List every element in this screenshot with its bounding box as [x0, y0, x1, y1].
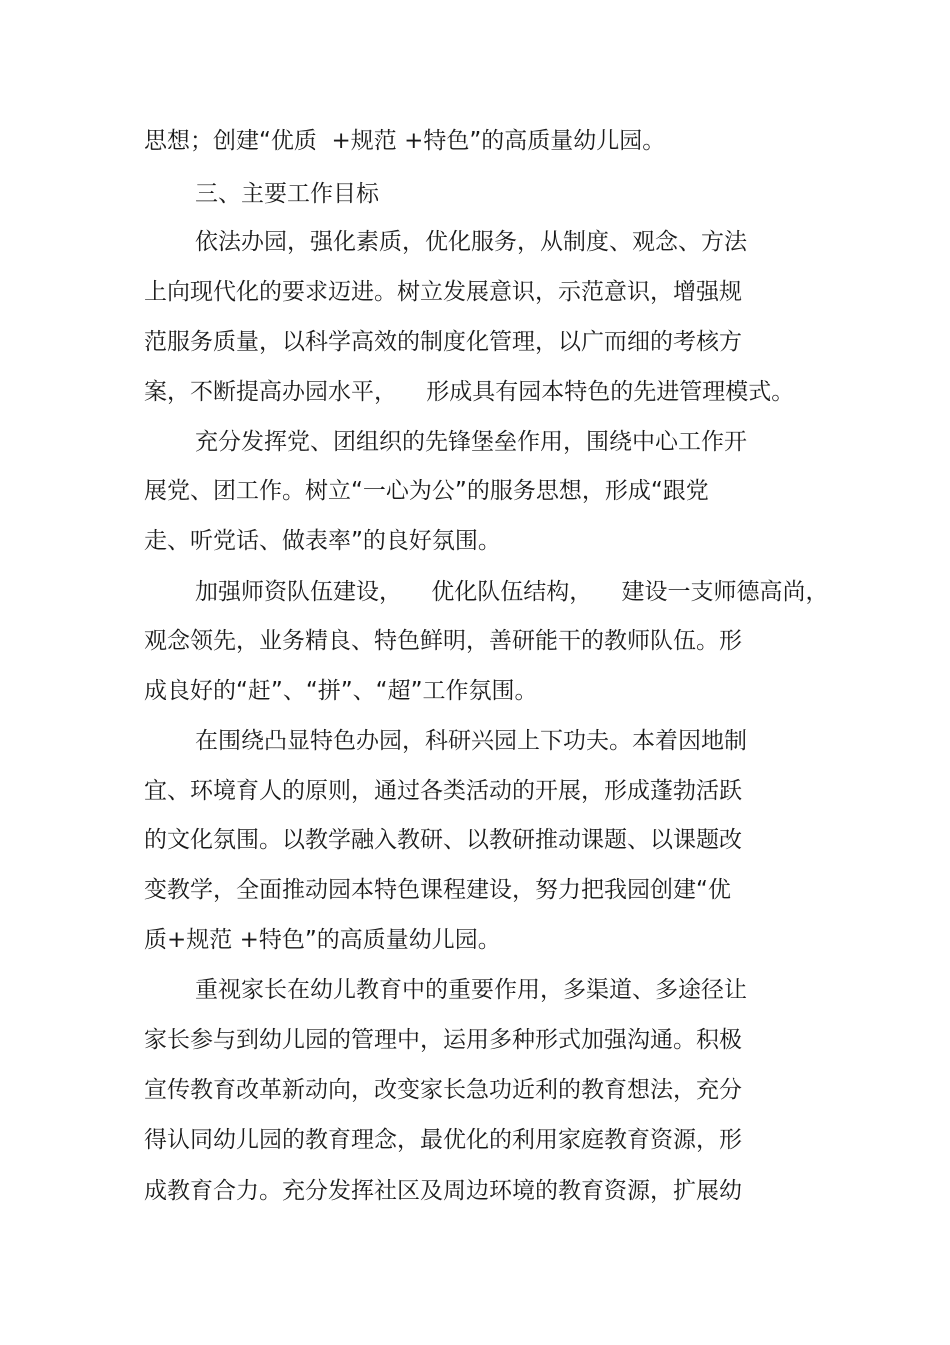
text-line [0, 970, 950, 1010]
text-line [0, 1020, 950, 1060]
text-line [0, 870, 950, 910]
text-line [0, 121, 950, 161]
text-line [0, 471, 950, 511]
text-line-content: 充分发挥党、团组织的先锋堡垒作用，围绕中心工作开 [195, 429, 747, 455]
text-line-content: 宜、环境育人的原则，通过各类活动的开展，形成蓬勃活跃 [144, 778, 742, 804]
text-line-content: 宣传教育改革新动向，改变家长急功近利的教育想法，充分 [144, 1077, 742, 1103]
text-line-content: 加强师资队伍建设， 优化队伍结构， 建设一支师德高尚， [195, 579, 829, 605]
text-line-content: 案，不断提高办园水平， 形成具有园本特色的先进管理模式。 [144, 379, 795, 405]
text-line-content: 依法办园，强化素质，优化服务，从制度、观念、方法 [195, 229, 747, 255]
text-line-content: 在围绕凸显特色办园，科研兴园上下功夫。本着因地制 [195, 728, 747, 754]
text-line [0, 621, 950, 661]
text-line-content: 得认同幼儿园的教育理念，最优化的利用家庭教育资源，形 [144, 1127, 742, 1153]
text-line-content: 走、听党话、做表率”的良好氛围。 [144, 528, 501, 554]
text-line-content: 成良好的“赶”、“拼”、“超”工作氛围。 [144, 678, 538, 704]
text-line-content: 展党、团工作。树立“一心为公”的服务思想，形成“跟党 [144, 478, 709, 504]
text-line [0, 721, 950, 761]
text-line [0, 372, 950, 412]
text-line-content: 的文化氛围。以教学融入教研、以教研推动课题、以课题改 [144, 827, 742, 853]
text-line-content: 观念领先，业务精良、特色鲜明，善研能干的教师队伍。形 [144, 628, 742, 654]
text-line [0, 771, 950, 811]
text-line [0, 820, 950, 860]
text-line [0, 572, 950, 612]
text-line-content: 变教学，全面推动园本特色课程建设，努力把我园创建“优 [144, 877, 731, 903]
text-line [0, 422, 950, 462]
text-line [0, 222, 950, 262]
text-line-content: 成教育合力。充分发挥社区及周边环境的教育资源，扩展幼 [144, 1178, 742, 1204]
text-line [0, 1070, 950, 1110]
text-line-content: 范服务质量，以科学高效的制度化管理，以广而细的考核方 [144, 329, 742, 355]
text-line [0, 671, 950, 711]
text-line-content: 重视家长在幼儿教育中的重要作用，多渠道、多途径让 [195, 977, 747, 1003]
text-line [0, 920, 950, 960]
text-line-content: 思想；创建“优质 +规范 +特色”的高质量幼儿园。 [144, 128, 666, 154]
text-line [0, 521, 950, 561]
text-line-content: 质+规范 +特色”的高质量幼儿园。 [144, 927, 501, 953]
text-line [0, 1120, 950, 1160]
section-heading-text: 三、主要工作目标 [195, 181, 379, 207]
section-heading [0, 174, 950, 214]
text-line [0, 1171, 950, 1211]
text-line-content: 上向现代化的要求迈进。树立发展意识，示范意识，增强规 [144, 279, 742, 305]
text-line-content: 家长参与到幼儿园的管理中，运用多种形式加强沟通。积极 [144, 1027, 742, 1053]
text-line [0, 322, 950, 362]
text-line [0, 272, 950, 312]
